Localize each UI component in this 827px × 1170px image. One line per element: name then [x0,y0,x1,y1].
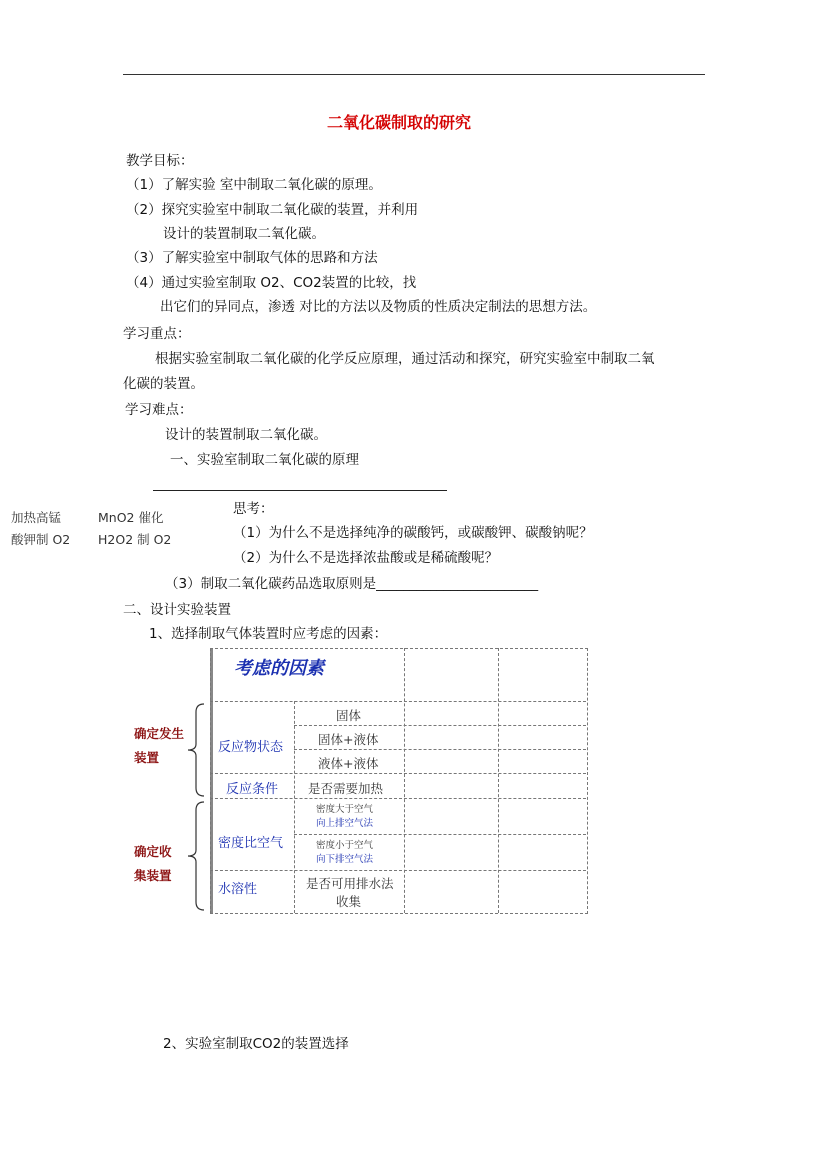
side-note-left-2: 酸钾制 O2 [11,532,71,547]
objective-4: （4）通过实验室制取 O2、CO2装置的比较，找 [126,275,417,291]
objective-4-cont: 出它们的异同点，渗透 对比的方法以及物质的性质决定制法的思想方法。 [160,299,597,315]
group-label-collection-line-2: 集装置 [134,868,172,883]
water-line-2: 收集 [336,894,362,909]
water-line-1: 是否可用排水法 [306,876,394,891]
conditions-detail: 是否需要加热 [308,781,384,796]
key-points-heading: 学习重点： [123,326,191,342]
brace-collection [184,800,206,912]
section-2-sub-1: 1、选择制取气体装置时应考虑的因素： [149,626,388,642]
state-solid-liquid: 固体+液体 [318,732,379,747]
difficulty-heading: 学习难点： [125,402,193,418]
objective-2-cont: 设计的装置制取二氧化碳。 [163,226,325,242]
question-1: （1）为什么不是选择纯净的碳酸钙，或碳酸钾、碳酸钠呢？ [233,525,593,541]
group-label-generation-line-2: 装置 [134,750,160,765]
header-rule [123,74,705,75]
objectives-heading: 教学目标： [126,153,194,169]
conditions-label: 反应条件 [226,782,279,797]
table-header: 考虑的因素 [234,658,324,679]
state-solid: 固体 [336,708,362,723]
key-points-line-1: 根据实验室制取二氧化碳的化学反应原理，通过活动和探究，研究实验室中制取二氧 [155,351,655,367]
section-2-heading: 二、设计实验装置 [123,602,231,618]
answer-blank-line [153,490,447,491]
objective-3: （3）了解实验室中制取气体的思路和方法 [126,250,378,266]
group-label-generation [134,722,184,770]
think-label: 思考： [233,501,274,517]
denser-method: 向上排空气法 [316,818,374,829]
objective-2: （2）探究实验室中制取二氧化碳的装置，并利用 [126,202,419,218]
section-2-sub-2: 2、实验室制取CO2的装置选择 [163,1036,349,1052]
state-liquid-liquid: 液体+液体 [318,756,379,771]
factor-table [210,648,588,914]
group-label-generation-line-1: 确定发生 [134,726,185,741]
side-note-right-1: MnO2 催化 [98,510,164,525]
question-2: （2）为什么不是选择浓盐酸或是稀硫酸呢？ [233,550,499,566]
brace-generation [184,702,206,798]
group-label-collection [134,840,172,888]
section-1-heading: 一、实验室制取二氧化碳的原理 [170,452,359,468]
question-3: （3）制取二氧化碳药品选取原则是________________________ [165,576,539,592]
reactant-state-label: 反应物状态 [218,740,284,755]
group-label-collection-line-1: 确定收 [134,844,172,859]
side-note-right-2: H2O2 制 O2 [98,532,172,547]
objective-1: （1）了解实验 室中制取二氧化碳的原理。 [126,177,382,193]
difficulty-line: 设计的装置制取二氧化碳。 [165,427,327,443]
lighter-text: 密度小于空气 [316,840,374,851]
key-points-line-2: 化碳的装置。 [123,376,204,392]
side-note-left-1: 加热高锰 [11,510,62,525]
density-label: 密度比空气 [218,836,284,851]
lighter-method: 向下排空气法 [316,854,374,865]
page-title: 二氧化碳制取的研究 [327,113,472,132]
solubility-label: 水溶性 [218,882,258,897]
denser-text: 密度大于空气 [316,804,374,815]
